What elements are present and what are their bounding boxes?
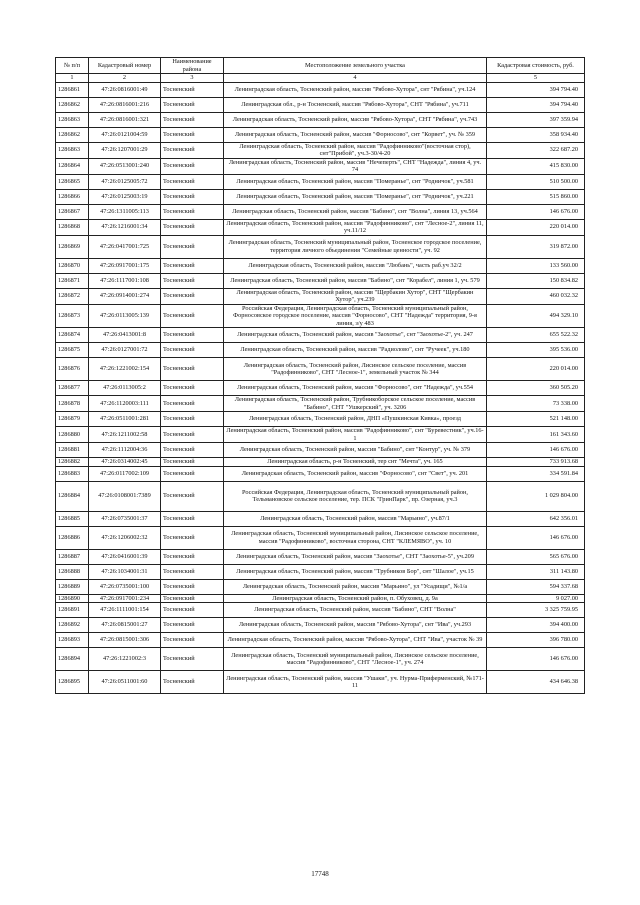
cell-cadastral-number: 47:26:0125003:19 bbox=[89, 189, 161, 204]
cell-district: Тосненский bbox=[161, 618, 224, 633]
cell-district: Тосненский bbox=[161, 633, 224, 648]
table-row bbox=[56, 219, 585, 235]
table-row bbox=[56, 458, 585, 467]
cell-cadastral-number: 47:26:0816001:321 bbox=[89, 112, 161, 127]
cell-cadastral-value: 133 560.00 bbox=[487, 258, 585, 273]
cell-district: Тосненский bbox=[161, 189, 224, 204]
cell-cadastral-value: 311 143.80 bbox=[487, 564, 585, 579]
cell-location: Ленинградская область, Тосненский район, массив "Ушаки", уч. Нурма-Приферменский, №171-11 bbox=[224, 671, 487, 694]
cell-district: Тосненский bbox=[161, 112, 224, 127]
table-row bbox=[56, 343, 585, 358]
cell-cadastral-number: 47:26:0416001:39 bbox=[89, 549, 161, 564]
cell-row-number: 1286878 bbox=[56, 396, 89, 412]
cell-cadastral-number: 47:26:0513001:240 bbox=[89, 158, 161, 174]
cell-location: Ленинградская область, Тосненский район, массив "Форносово", снт "Свет", уч. 201 bbox=[224, 466, 487, 481]
cell-district: Тосненский bbox=[161, 466, 224, 481]
cell-cadastral-value: 146 676.00 bbox=[487, 204, 585, 219]
table-row bbox=[56, 142, 585, 158]
cell-cadastral-value: 515 860.00 bbox=[487, 189, 585, 204]
cell-cadastral-value: 161 343.60 bbox=[487, 427, 585, 443]
cell-cadastral-number: 47:26:1111001:154 bbox=[89, 603, 161, 618]
cell-row-number: 1286863 bbox=[56, 112, 89, 127]
cell-cadastral-number: 47:26:0816001:216 bbox=[89, 97, 161, 112]
table-row bbox=[56, 603, 585, 618]
cell-district: Тосненский bbox=[161, 97, 224, 112]
cell-cadastral-value: 146 676.00 bbox=[487, 648, 585, 671]
table-row bbox=[56, 328, 585, 343]
cell-location: Ленинградская область, Тосненский район, массив "Марьино", уч.87/1 bbox=[224, 511, 487, 526]
table-row bbox=[56, 189, 585, 204]
cell-cadastral-number: 47:26:1221002:3 bbox=[89, 648, 161, 671]
cell-cadastral-value: 73 338.00 bbox=[487, 396, 585, 412]
cell-location: Ленинградская область, Тосненский район, массив "Нечеперть", СНТ "Надежда", линия 4, уч. 74 bbox=[224, 158, 487, 174]
table-row bbox=[56, 396, 585, 412]
cell-row-number: 1286879 bbox=[56, 412, 89, 427]
cell-cadastral-number: 47:26:0735001:100 bbox=[89, 579, 161, 594]
cell-location: Ленинградская область, Тосненский район, массив "Рябово-Хутора", СНТ "Ива", участок № 39 bbox=[224, 633, 487, 648]
cell-district: Тосненский bbox=[161, 443, 224, 458]
cell-cadastral-number: 47:26:0417001:725 bbox=[89, 235, 161, 258]
cell-cadastral-value: 521 148.00 bbox=[487, 412, 585, 427]
cell-cadastral-value: 146 676.00 bbox=[487, 443, 585, 458]
cell-location: Ленинградская область, Тосненский район, массив "Рябово-Хутора", снт "Ива", уч.293 bbox=[224, 618, 487, 633]
table-row bbox=[56, 358, 585, 381]
cell-cadastral-value: 396 780.00 bbox=[487, 633, 585, 648]
cell-cadastral-number: 47:26:0413001:8 bbox=[89, 328, 161, 343]
cell-location: Ленинградская область, р-н Тосненский, тер снт "Мечта", уч. 165 bbox=[224, 458, 487, 467]
column-number: 4 bbox=[224, 74, 487, 83]
cell-cadastral-value: 360 505.20 bbox=[487, 381, 585, 396]
cell-cadastral-number: 47:26:0117002:109 bbox=[89, 466, 161, 481]
table-row bbox=[56, 158, 585, 174]
cell-cadastral-number: 47:26:0511001:60 bbox=[89, 671, 161, 694]
cell-row-number: 1286861 bbox=[56, 82, 89, 97]
cell-row-number: 1286869 bbox=[56, 235, 89, 258]
cell-cadastral-value: 9 027.00 bbox=[487, 594, 585, 603]
cell-district: Тосненский bbox=[161, 288, 224, 304]
cell-row-number: 1286876 bbox=[56, 358, 89, 381]
cell-cadastral-number: 47:26:1034001:31 bbox=[89, 564, 161, 579]
header-cadastral-value: Кадастровая стоимость, руб. bbox=[487, 58, 585, 74]
cell-row-number: 1286889 bbox=[56, 579, 89, 594]
cell-row-number: 1286895 bbox=[56, 671, 89, 694]
cell-cadastral-value: 434 646.38 bbox=[487, 671, 585, 694]
cell-cadastral-value: 415 830.00 bbox=[487, 158, 585, 174]
cell-cadastral-number: 47:26:0735001:37 bbox=[89, 511, 161, 526]
cell-location: Ленинградская область, Тосненский район, массив "Рябово-Хутора", снт "Рябина", уч.124 bbox=[224, 82, 487, 97]
column-number-row bbox=[56, 74, 585, 83]
cell-location: Ленинградская область, Тосненский район, массив "Бабино", снт "Волна", линия 13, уч.564 bbox=[224, 204, 487, 219]
cell-row-number: 1286868 bbox=[56, 219, 89, 235]
cell-location: Ленинградская область, Тосненский район, массив "Радофинниково"(восточная стор), снт"Прибой", уч.3-30/4-20 bbox=[224, 142, 487, 158]
table-row bbox=[56, 288, 585, 304]
cell-district: Тосненский bbox=[161, 549, 224, 564]
cell-row-number: 1286887 bbox=[56, 549, 89, 564]
cell-cadastral-number: 47:26:0914001:274 bbox=[89, 288, 161, 304]
cell-row-number: 1286880 bbox=[56, 427, 89, 443]
table-row bbox=[56, 381, 585, 396]
cell-cadastral-value: 565 676.00 bbox=[487, 549, 585, 564]
column-number: 3 bbox=[161, 74, 224, 83]
cell-location: Ленинградская область, Тосненский район, массив "Померанье", снт "Родничок", уч.221 bbox=[224, 189, 487, 204]
table-row bbox=[56, 427, 585, 443]
cell-row-number: 1286891 bbox=[56, 603, 89, 618]
cell-row-number: 1286862 bbox=[56, 97, 89, 112]
cell-cadastral-number: 47:26:0125005:72 bbox=[89, 174, 161, 189]
cell-cadastral-value: 394 794.40 bbox=[487, 82, 585, 97]
table-row bbox=[56, 564, 585, 579]
column-number: 1 bbox=[56, 74, 89, 83]
cell-location: Ленинградская область, Тосненский муниципальный район, Лисинское сельское поселение, массив "Радофинниково", СНТ "Лесное-1", уч. 274 bbox=[224, 648, 487, 671]
table-row bbox=[56, 97, 585, 112]
table-row bbox=[56, 671, 585, 694]
cell-location: Российская Федерация, Ленинградская область, Тосненский муниципальный район, Тельмановское сельское поселение, тер. ПСК "ГринПарк", пр. Озерная, уч.3 bbox=[224, 481, 487, 511]
cell-cadastral-value: 146 676.00 bbox=[487, 526, 585, 549]
table-row bbox=[56, 443, 585, 458]
cell-cadastral-number: 47:26:0816001:49 bbox=[89, 82, 161, 97]
cell-location: Ленинградская область, Тосненский район, массив "Бабино", снт "Корабел", линия 1, уч. 579 bbox=[224, 273, 487, 288]
cell-cadastral-number: 47:26:1216001:34 bbox=[89, 219, 161, 235]
cell-location: Ленинградская область, Тосненский район, массив "Заохотье", СНТ "Заохотье-5", уч.209 bbox=[224, 549, 487, 564]
cell-cadastral-value: 594 337.68 bbox=[487, 579, 585, 594]
cell-location: Ленинградская область, Тосненский район, массив "Радофинниково", снт "Лесное-2", линия 11, уч.11/12 bbox=[224, 219, 487, 235]
cell-cadastral-number: 47:26:0815001:27 bbox=[89, 618, 161, 633]
cell-cadastral-value: 494 329.10 bbox=[487, 304, 585, 328]
cadastral-value-table bbox=[55, 57, 585, 694]
cell-cadastral-value: 397 359.94 bbox=[487, 112, 585, 127]
cell-district: Тосненский bbox=[161, 343, 224, 358]
cell-cadastral-value: 733 913.68 bbox=[487, 458, 585, 467]
cell-location: Ленинградская область, Тосненский район, Лисинское сельское поселение, массив "Радофинниково", СНТ "Лесное-1", земельный участок № 344 bbox=[224, 358, 487, 381]
cell-cadastral-number: 47:26:0815001:306 bbox=[89, 633, 161, 648]
cell-row-number: 1286865 bbox=[56, 174, 89, 189]
cell-cadastral-value: 655 522.32 bbox=[487, 328, 585, 343]
cell-cadastral-value: 395 536.00 bbox=[487, 343, 585, 358]
header-row bbox=[56, 58, 585, 74]
cell-row-number: 1286894 bbox=[56, 648, 89, 671]
cell-location: Ленинградская область, Тосненский район, массив "Заохотье", снт "Заохотье-2", уч. 247 bbox=[224, 328, 487, 343]
table-row bbox=[56, 481, 585, 511]
cell-row-number: 1286871 bbox=[56, 273, 89, 288]
cell-cadastral-number: 47:26:1206002:32 bbox=[89, 526, 161, 549]
cell-district: Тосненский bbox=[161, 412, 224, 427]
cell-cadastral-number: 47:26:1120003:111 bbox=[89, 396, 161, 412]
table-body bbox=[56, 82, 585, 694]
cell-district: Тосненский bbox=[161, 304, 224, 328]
cell-location: Ленинградская область, Тосненский район, массив "Форносово", снт "Надежда", уч.554 bbox=[224, 381, 487, 396]
cell-row-number: 1286890 bbox=[56, 594, 89, 603]
cell-district: Тосненский bbox=[161, 158, 224, 174]
cell-cadastral-number: 47:26:1221002:154 bbox=[89, 358, 161, 381]
table-row bbox=[56, 648, 585, 671]
table-row bbox=[56, 412, 585, 427]
cell-district: Тосненский bbox=[161, 82, 224, 97]
cell-cadastral-value: 322 687.20 bbox=[487, 142, 585, 158]
cell-district: Тосненский bbox=[161, 127, 224, 142]
cell-district: Тосненский bbox=[161, 427, 224, 443]
cell-row-number: 1286874 bbox=[56, 328, 89, 343]
cell-cadastral-value: 510 500.00 bbox=[487, 174, 585, 189]
cell-cadastral-number: 47:26:0121004:59 bbox=[89, 127, 161, 142]
table-row bbox=[56, 273, 585, 288]
table-row bbox=[56, 618, 585, 633]
table-row bbox=[56, 511, 585, 526]
cell-location: Ленинградская область, Тосненский район, ДНП «Пушкинская Кивка», проезд bbox=[224, 412, 487, 427]
cell-cadastral-value: 319 872.00 bbox=[487, 235, 585, 258]
cell-row-number: 1286881 bbox=[56, 443, 89, 458]
cell-location: Ленинградская область, Тосненский район, массив "Любань", часть раб.уч 32/2 bbox=[224, 258, 487, 273]
cell-district: Тосненский bbox=[161, 526, 224, 549]
cell-row-number: 1286863 bbox=[56, 142, 89, 158]
cell-location: Ленинградская область, Тосненский муниципальный район, Лисинское сельское поселение, массив "Радофинниково", восточная сторона, СНТ "КЛЕМЯВО", уч. 10 bbox=[224, 526, 487, 549]
cell-cadastral-value: 394 400.00 bbox=[487, 618, 585, 633]
cell-district: Тосненский bbox=[161, 358, 224, 381]
cell-row-number: 1286884 bbox=[56, 481, 89, 511]
cell-cadastral-number: 47:26:0314002:45 bbox=[89, 458, 161, 467]
cell-location: Ленинградская область, Тосненский район, массив "Радофинниково", снт "Буревестник", уч.16-1 bbox=[224, 427, 487, 443]
page-number: 17748 bbox=[311, 870, 329, 878]
cell-district: Тосненский bbox=[161, 511, 224, 526]
cell-cadastral-value: 334 591.84 bbox=[487, 466, 585, 481]
cell-district: Тосненский bbox=[161, 458, 224, 467]
cell-district: Тосненский bbox=[161, 671, 224, 694]
cell-cadastral-number: 47:26:1211002:58 bbox=[89, 427, 161, 443]
cell-cadastral-value: 150 834.82 bbox=[487, 273, 585, 288]
cell-cadastral-value: 642 356.01 bbox=[487, 511, 585, 526]
cell-location: Ленинградская область, Тосненский район, массив "Радиолово", снт "Ручеек", уч.180 bbox=[224, 343, 487, 358]
cell-row-number: 1286893 bbox=[56, 633, 89, 648]
cell-cadastral-value: 460 032.32 bbox=[487, 288, 585, 304]
cell-district: Тосненский bbox=[161, 258, 224, 273]
cell-location: Ленинградская область, Тосненский муниципальный район, Тосненское городское поселение, территория личного объединения "Семейные ценности", уч. 92 bbox=[224, 235, 487, 258]
header-district: Наименование района bbox=[161, 58, 224, 74]
table-row bbox=[56, 526, 585, 549]
cell-cadastral-number: 47:26:0127001:72 bbox=[89, 343, 161, 358]
table-row bbox=[56, 466, 585, 481]
table-row bbox=[56, 549, 585, 564]
cell-row-number: 1286877 bbox=[56, 381, 89, 396]
table-row bbox=[56, 112, 585, 127]
table-row bbox=[56, 82, 585, 97]
cell-row-number: 1286864 bbox=[56, 158, 89, 174]
cell-cadastral-value: 220 014.00 bbox=[487, 358, 585, 381]
cell-location: Ленинградская область, Тосненский район, массив "Трубников Бор", снт "Шалое", уч.15 bbox=[224, 564, 487, 579]
cell-district: Тосненский bbox=[161, 142, 224, 158]
cell-location: Ленинградская область, Тосненский район, массив "Марьино", ул "Усадищи", №1/а bbox=[224, 579, 487, 594]
cell-row-number: 1286867 bbox=[56, 204, 89, 219]
cell-district: Тосненский bbox=[161, 648, 224, 671]
cell-location: Ленинградская область, Тосненский район, массив "Бабино", снт "Контур", уч. № 379 bbox=[224, 443, 487, 458]
table-row bbox=[56, 304, 585, 328]
cadastral-value-table-sheet bbox=[55, 57, 584, 694]
cell-cadastral-number: 47:26:0113005:2 bbox=[89, 381, 161, 396]
cell-row-number: 1286872 bbox=[56, 288, 89, 304]
cell-row-number: 1286888 bbox=[56, 564, 89, 579]
cell-row-number: 1286882 bbox=[56, 458, 89, 467]
cell-location: Ленинградская область, Тосненский район, п. Обуховец, д. 9а bbox=[224, 594, 487, 603]
cell-row-number: 1286892 bbox=[56, 618, 89, 633]
cell-row-number: 1286862 bbox=[56, 127, 89, 142]
cell-district: Тосненский bbox=[161, 273, 224, 288]
cell-district: Тосненский bbox=[161, 603, 224, 618]
cell-cadastral-value: 358 934.40 bbox=[487, 127, 585, 142]
table-row bbox=[56, 235, 585, 258]
cell-district: Тосненский bbox=[161, 396, 224, 412]
table-row bbox=[56, 127, 585, 142]
header-location: Местоположение земельного участка bbox=[224, 58, 487, 74]
cell-district: Тосненский bbox=[161, 174, 224, 189]
cell-location: Российская Федерация, Ленинградская область, Тосненский муниципальный район, Форносовское городское поселение, массив "Форносово", СНТ "Надежда" территория, 9-я линия, з/у 483 bbox=[224, 304, 487, 328]
cell-district: Тосненский bbox=[161, 328, 224, 343]
cell-cadastral-number: 47:26:0108001:7389 bbox=[89, 481, 161, 511]
table-row bbox=[56, 174, 585, 189]
cell-row-number: 1286873 bbox=[56, 304, 89, 328]
cell-location: Ленинградская область, Тосненский район, Трубникоборское сельское поселение, массив "Бабино", СНТ "Ушкерский", уч. 3206 bbox=[224, 396, 487, 412]
cell-district: Тосненский bbox=[161, 381, 224, 396]
cell-row-number: 1286866 bbox=[56, 189, 89, 204]
cell-cadastral-value: 394 794.40 bbox=[487, 97, 585, 112]
cell-location: Ленинградская область, Тосненский район, массив "Рябово-Хутора", СНТ "Рябина", уч.743 bbox=[224, 112, 487, 127]
cell-district: Тосненский bbox=[161, 235, 224, 258]
table-row bbox=[56, 258, 585, 273]
cell-district: Тосненский bbox=[161, 219, 224, 235]
cell-cadastral-number: 47:26:0917001:175 bbox=[89, 258, 161, 273]
cell-district: Тосненский bbox=[161, 204, 224, 219]
cell-location: Ленинградская область, Тосненский район, массив "Щербакин Хутор", СНТ "Щербакин Хутор", уч.239 bbox=[224, 288, 487, 304]
cell-cadastral-number: 47:26:1117001:108 bbox=[89, 273, 161, 288]
cell-district: Тосненский bbox=[161, 579, 224, 594]
header-cadastral-number: Кадастровый номер bbox=[89, 58, 161, 74]
cell-cadastral-value: 3 325 759.95 bbox=[487, 603, 585, 618]
cell-row-number: 1286870 bbox=[56, 258, 89, 273]
cell-cadastral-number: 47:26:0917001:234 bbox=[89, 594, 161, 603]
cell-row-number: 1286875 bbox=[56, 343, 89, 358]
header-num: № п/п bbox=[56, 58, 89, 74]
cell-cadastral-value: 220 014.00 bbox=[487, 219, 585, 235]
cell-location: Ленинградская область, Тосненский район, массив "Бабино", СНТ "Волна" bbox=[224, 603, 487, 618]
cell-row-number: 1286883 bbox=[56, 466, 89, 481]
cell-cadastral-number: 47:26:1112004:36 bbox=[89, 443, 161, 458]
cell-district: Тосненский bbox=[161, 594, 224, 603]
cell-cadastral-number: 47:26:0511001:281 bbox=[89, 412, 161, 427]
cell-cadastral-number: 47:26:0113005:139 bbox=[89, 304, 161, 328]
column-number: 5 bbox=[487, 74, 585, 83]
table-row bbox=[56, 594, 585, 603]
cell-location: Ленинградская обл., р-н Тосненский, массив "Рябово-Хутора", СНТ "Рябина", уч.711 bbox=[224, 97, 487, 112]
table-row bbox=[56, 633, 585, 648]
cell-location: Ленинградская область, Тосненский район, массив "Форносово", снт "Корвет", уч. № 359 bbox=[224, 127, 487, 142]
column-number: 2 bbox=[89, 74, 161, 83]
cell-location: Ленинградская область, Тосненский район, массив "Померанье", снт "Родничок", уч.581 bbox=[224, 174, 487, 189]
cell-cadastral-number: 47:26:1311005:113 bbox=[89, 204, 161, 219]
table-row bbox=[56, 204, 585, 219]
cell-district: Тосненский bbox=[161, 481, 224, 511]
table-row bbox=[56, 579, 585, 594]
cell-cadastral-number: 47:26:1207001:29 bbox=[89, 142, 161, 158]
cell-row-number: 1286885 bbox=[56, 511, 89, 526]
cell-district: Тосненский bbox=[161, 564, 224, 579]
cell-cadastral-value: 1 029 804.00 bbox=[487, 481, 585, 511]
cell-row-number: 1286886 bbox=[56, 526, 89, 549]
